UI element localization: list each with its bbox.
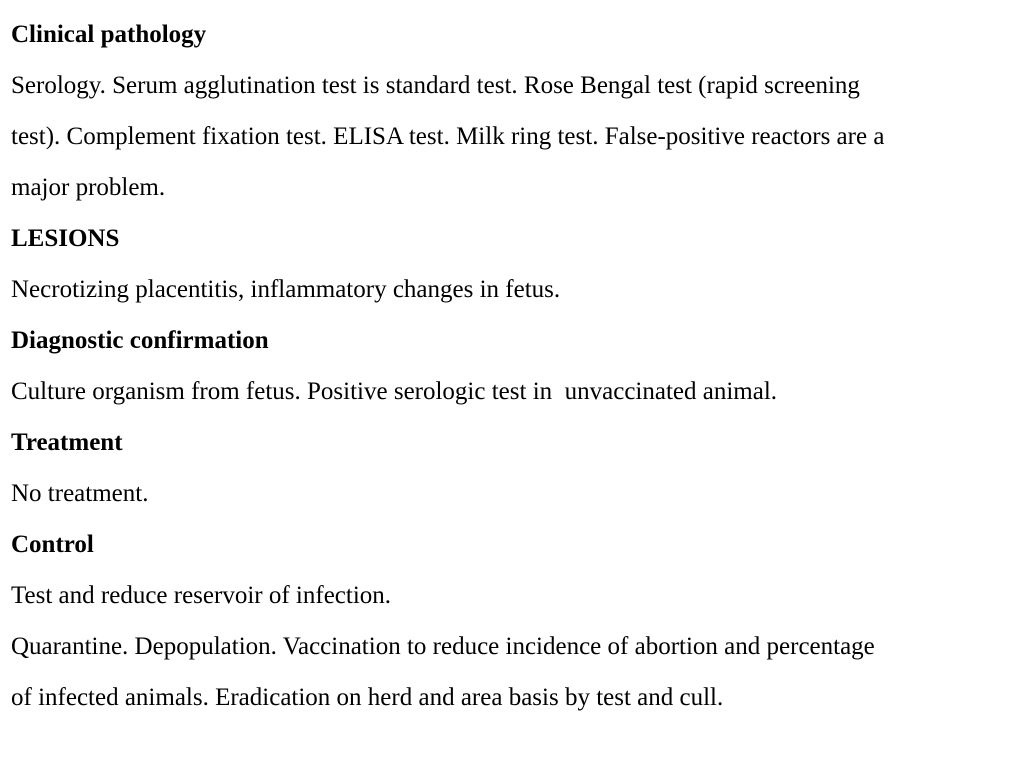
diagnostic-confirmation-text-line-1: Culture organism from fetus. Positive serologic test in unvaccinated animal. bbox=[11, 378, 778, 405]
treatment-text-line-1: No treatment. bbox=[11, 480, 149, 507]
control-text-line-3: of infected animals. Eradication on herd and area basis by test and cull. bbox=[11, 684, 724, 711]
heading-clinical-pathology: Clinical pathology bbox=[11, 21, 207, 48]
heading-treatment: Treatment bbox=[11, 429, 123, 456]
lesions-text-line-1: Necrotizing placentitis, inflammatory changes in fetus. bbox=[11, 276, 561, 303]
control-text-line-2: Quarantine. Depopulation. Vaccination to reduce incidence of abortion and percentage bbox=[11, 633, 875, 660]
heading-control: Control bbox=[11, 531, 94, 558]
clinical-pathology-text-line-2: test). Complement fixation test. ELISA test. Milk ring test. False-positive reactors are a bbox=[11, 123, 885, 150]
control-text-line-1: Test and reduce reservoir of infection. bbox=[11, 582, 392, 609]
clinical-pathology-text-line-3: major problem. bbox=[11, 174, 166, 201]
heading-diagnostic-confirmation: Diagnostic confirmation bbox=[11, 327, 269, 354]
clinical-pathology-text-line-1: Serology. Serum agglutination test is standard test. Rose Bengal test (rapid screening bbox=[11, 72, 860, 99]
document-body bbox=[11, 9, 1014, 723]
heading-lesions: LESIONS bbox=[11, 225, 120, 252]
